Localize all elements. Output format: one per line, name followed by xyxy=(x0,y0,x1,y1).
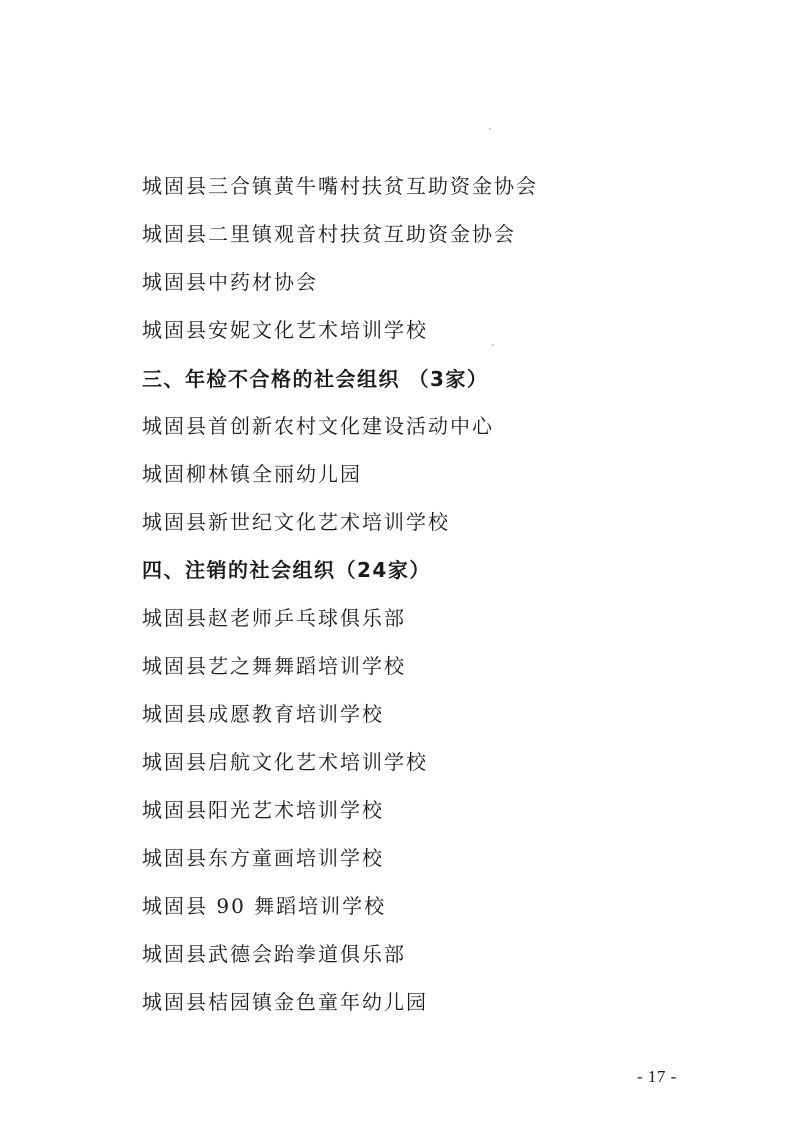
list-item: 城固县安妮文化艺术培训学校 xyxy=(142,318,428,342)
list-item: 城固县东方童画培训学校 xyxy=(142,846,384,870)
list-item: 城固县启航文化艺术培训学校 xyxy=(142,750,428,774)
list-item: 城固柳林镇全丽幼儿园 xyxy=(142,462,362,486)
list-item: 城固县二里镇观音村扶贫互助资金协会 xyxy=(142,222,516,246)
list-item: 城固县艺之舞舞蹈培训学校 xyxy=(142,654,406,678)
list-item: 城固县武德会跆拳道俱乐部 xyxy=(142,942,406,966)
list-item: 城固县阳光艺术培训学校 xyxy=(142,798,384,822)
list-item: 城固县首创新农村文化建设活动中心 xyxy=(142,414,494,438)
list-item: 城固县三合镇黄牛嘴村扶贫互助资金协会 xyxy=(142,174,538,198)
page-number: - 17 - xyxy=(637,1067,677,1086)
list-item: 城固县 90 舞蹈培训学校 xyxy=(142,894,387,918)
list-item: 城固县中药材协会 xyxy=(142,270,318,294)
list-item: 城固县桔园镇金色童年幼儿园 xyxy=(142,990,428,1014)
section-heading: 四、注销的社会组织（24家） xyxy=(142,558,431,582)
section-heading: 三、年检不合格的社会组织 （3家） xyxy=(142,367,489,391)
list-item: 城固县新世纪文化艺术培训学校 xyxy=(142,510,450,534)
scan-speck xyxy=(489,128,491,130)
list-item: 城固县成愿教育培训学校 xyxy=(142,702,384,726)
list-item: 城固县赵老师乒乓球俱乐部 xyxy=(142,606,406,630)
scan-speck xyxy=(492,344,494,346)
